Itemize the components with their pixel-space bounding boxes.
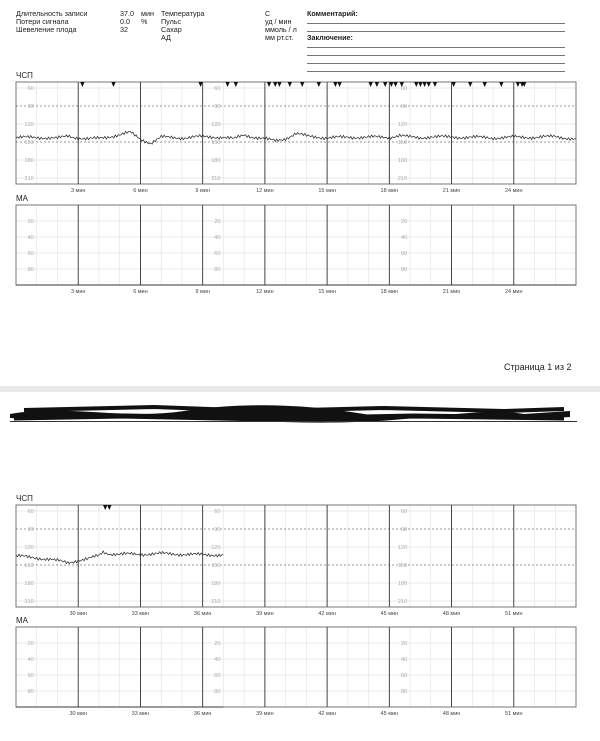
y-tick-label: 60 bbox=[214, 86, 221, 92]
y-tick-label: 40 bbox=[27, 657, 34, 663]
y-tick-label: 120 bbox=[397, 545, 408, 551]
conclusion-line bbox=[307, 47, 565, 48]
x-tick-label: 24 мин bbox=[505, 188, 523, 194]
movement-marker bbox=[427, 82, 431, 87]
x-tick-label: 21 мин bbox=[442, 289, 461, 295]
x-tick-label: 18 мин bbox=[380, 289, 399, 295]
y-tick-label: 60 bbox=[400, 86, 408, 92]
movement-marker bbox=[277, 82, 281, 87]
blood-pressure-label: АД bbox=[161, 33, 171, 42]
y-tick-label: 20 bbox=[214, 641, 221, 647]
plot-frame bbox=[16, 505, 576, 607]
y-tick-label: 60 bbox=[27, 86, 34, 92]
x-tick-label: 30 мин bbox=[69, 711, 87, 717]
y-tick-label: 120 bbox=[211, 545, 221, 551]
movement-marker bbox=[288, 82, 292, 87]
movement-marker bbox=[107, 505, 111, 510]
y-tick-label: 150 bbox=[211, 140, 221, 146]
y-tick-label: 60 bbox=[214, 509, 221, 515]
y-tick-label: 20 bbox=[27, 641, 34, 647]
movement-marker bbox=[337, 82, 341, 87]
y-tick-label: 90 bbox=[214, 104, 221, 110]
movement-marker bbox=[198, 82, 202, 87]
duration-unit: мин bbox=[141, 9, 154, 18]
y-tick-label: 60 bbox=[214, 251, 221, 257]
y-tick-label: 210 bbox=[211, 599, 221, 605]
x-tick-label: 21 мин bbox=[442, 188, 461, 194]
sugar-unit: ммоль / л bbox=[265, 25, 297, 34]
x-tick-label: 42 мин bbox=[318, 611, 336, 617]
y-tick-label: 180 bbox=[397, 581, 408, 587]
movement-marker bbox=[368, 82, 372, 87]
movement-marker bbox=[468, 82, 472, 87]
ma-chart bbox=[0, 623, 600, 719]
y-tick-label: 90 bbox=[27, 104, 34, 110]
x-tick-label: 12 мин bbox=[256, 188, 274, 194]
y-tick-label: 80 bbox=[400, 689, 408, 695]
x-tick-label: 36 мин bbox=[193, 611, 212, 617]
y-tick-label: 210 bbox=[24, 176, 34, 182]
y-tick-label: 90 bbox=[214, 527, 221, 533]
signal-loss-label: Потери сигнала bbox=[16, 17, 69, 26]
x-tick-label: 36 мин bbox=[193, 711, 212, 717]
y-tick-label: 60 bbox=[214, 673, 221, 679]
duration-value: 37.0 bbox=[120, 9, 134, 18]
y-tick-label: 180 bbox=[24, 158, 34, 164]
y-tick-label: 210 bbox=[24, 599, 34, 605]
y-tick-label: 120 bbox=[24, 122, 34, 128]
y-tick-label: 40 bbox=[400, 235, 408, 241]
signal-loss-unit: % bbox=[141, 17, 148, 26]
x-tick-label: 15 мин bbox=[318, 289, 336, 295]
y-tick-label: 180 bbox=[397, 158, 408, 164]
movement-marker bbox=[422, 82, 426, 87]
y-tick-label: 20 bbox=[400, 219, 408, 225]
y-tick-label: 80 bbox=[214, 267, 221, 273]
y-tick-label: 180 bbox=[24, 581, 34, 587]
movement-marker bbox=[267, 82, 271, 87]
x-tick-label: 15 мин bbox=[318, 188, 336, 194]
ma-chart-label: МА bbox=[16, 194, 28, 203]
movement-marker bbox=[225, 82, 229, 87]
report-page-2 bbox=[0, 392, 600, 741]
y-tick-label: 90 bbox=[27, 527, 34, 533]
fhr-chart-label: ЧСП bbox=[16, 71, 33, 80]
y-tick-label: 120 bbox=[397, 122, 408, 128]
signal-loss-value: 0.0 bbox=[120, 17, 130, 26]
y-tick-label: 80 bbox=[27, 267, 34, 273]
x-tick-label: 45 мин bbox=[380, 611, 399, 617]
blood-pressure-unit: мм рт.ст. bbox=[265, 33, 294, 42]
x-tick-label: 48 мин bbox=[442, 611, 461, 617]
duration-label: Длительность записи bbox=[16, 9, 88, 18]
x-tick-label: 6 мин bbox=[133, 188, 148, 194]
y-tick-label: 60 bbox=[400, 251, 408, 257]
y-tick-label: 80 bbox=[400, 267, 408, 273]
x-tick-label: 9 мин bbox=[195, 289, 210, 295]
y-tick-label: 20 bbox=[214, 219, 221, 225]
y-tick-label: 90 bbox=[400, 527, 408, 533]
y-tick-label: 40 bbox=[27, 235, 34, 241]
y-tick-label: 150 bbox=[24, 563, 34, 569]
movement-marker bbox=[393, 82, 397, 87]
conclusion-label: Заключение: bbox=[307, 33, 353, 42]
y-tick-label: 40 bbox=[214, 657, 221, 663]
comment-line bbox=[307, 23, 565, 24]
y-tick-label: 150 bbox=[397, 140, 408, 146]
movement-marker bbox=[383, 82, 387, 87]
y-tick-label: 60 bbox=[27, 251, 34, 257]
y-tick-label: 80 bbox=[27, 689, 34, 695]
x-tick-label: 3 мин bbox=[70, 289, 86, 295]
movement-marker bbox=[273, 82, 277, 87]
y-tick-label: 90 bbox=[400, 104, 408, 110]
x-tick-label: 33 мин bbox=[131, 611, 150, 617]
x-tick-label: 51 мин bbox=[505, 711, 523, 717]
temperature-unit: C bbox=[265, 9, 271, 18]
movement-marker bbox=[418, 82, 422, 87]
x-tick-label: 51 мин bbox=[505, 611, 523, 617]
ma-chart bbox=[0, 201, 600, 297]
x-tick-label: 39 мин bbox=[256, 711, 274, 717]
movement-marker bbox=[451, 82, 455, 87]
movement-marker bbox=[483, 82, 487, 87]
comment-line bbox=[307, 31, 565, 32]
x-tick-label: 24 мин bbox=[505, 289, 523, 295]
x-tick-label: 42 мин bbox=[318, 711, 336, 717]
x-tick-label: 9 мин bbox=[195, 188, 210, 194]
y-tick-label: 40 bbox=[400, 657, 408, 663]
x-tick-label: 39 мин bbox=[256, 611, 274, 617]
y-tick-label: 150 bbox=[211, 563, 221, 569]
movement-marker bbox=[317, 82, 321, 87]
x-tick-label: 33 мин bbox=[131, 711, 150, 717]
pulse-label: Пульс bbox=[161, 17, 182, 26]
y-tick-label: 210 bbox=[397, 176, 408, 182]
y-tick-label: 60 bbox=[27, 673, 34, 679]
y-tick-label: 210 bbox=[397, 599, 408, 605]
temperature-label: Температура bbox=[161, 9, 205, 18]
x-tick-label: 12 мин bbox=[256, 289, 274, 295]
y-tick-label: 210 bbox=[211, 176, 221, 182]
pulse-unit: уд / мин bbox=[265, 17, 292, 26]
x-tick-label: 30 мин bbox=[69, 611, 87, 617]
fhr-chart bbox=[0, 78, 600, 196]
x-tick-label: 18 мин bbox=[380, 188, 399, 194]
separator-line bbox=[10, 421, 577, 422]
y-tick-label: 20 bbox=[400, 641, 408, 647]
movement-marker bbox=[234, 82, 238, 87]
movement-marker bbox=[80, 82, 84, 87]
fhr-chart bbox=[0, 501, 600, 619]
y-tick-label: 60 bbox=[400, 509, 408, 515]
movement-marker bbox=[414, 82, 418, 87]
fhr-chart-label: ЧСП bbox=[16, 494, 33, 503]
y-tick-label: 150 bbox=[397, 563, 408, 569]
conclusion-line bbox=[307, 63, 565, 64]
conclusion-line bbox=[307, 71, 565, 72]
conclusion-line bbox=[307, 55, 565, 56]
movement-marker bbox=[516, 82, 520, 87]
x-tick-label: 6 мин bbox=[133, 289, 148, 295]
x-tick-label: 45 мин bbox=[380, 711, 399, 717]
plot-frame bbox=[16, 627, 576, 707]
plot-frame bbox=[16, 205, 576, 285]
movement-marker bbox=[433, 82, 437, 87]
sugar-label: Сахар bbox=[161, 25, 182, 34]
y-tick-label: 180 bbox=[211, 581, 221, 587]
y-tick-label: 120 bbox=[24, 545, 34, 551]
y-tick-label: 60 bbox=[400, 673, 408, 679]
y-tick-label: 60 bbox=[27, 509, 34, 515]
page-number: Страница 1 из 2 bbox=[504, 362, 572, 372]
movement-marker bbox=[300, 82, 304, 87]
movement-marker bbox=[111, 82, 115, 87]
y-tick-label: 80 bbox=[214, 689, 221, 695]
y-tick-label: 20 bbox=[27, 219, 34, 225]
y-tick-label: 120 bbox=[211, 122, 221, 128]
movement-marker bbox=[389, 82, 393, 87]
ma-chart-label: МА bbox=[16, 616, 28, 625]
movement-marker bbox=[103, 505, 107, 510]
movement-marker bbox=[499, 82, 503, 87]
movement-marker bbox=[375, 82, 379, 87]
y-tick-label: 180 bbox=[211, 158, 221, 164]
fetal-movement-value: 32 bbox=[120, 25, 128, 34]
x-tick-label: 48 мин bbox=[442, 711, 461, 717]
x-tick-label: 3 мин bbox=[70, 188, 86, 194]
plot-frame bbox=[16, 82, 576, 184]
fetal-movement-label: Шевеление плода bbox=[16, 25, 77, 34]
comment-label: Комментарий: bbox=[307, 9, 358, 18]
movement-marker bbox=[333, 82, 337, 87]
y-tick-label: 40 bbox=[214, 235, 221, 241]
y-tick-label: 150 bbox=[24, 140, 34, 146]
